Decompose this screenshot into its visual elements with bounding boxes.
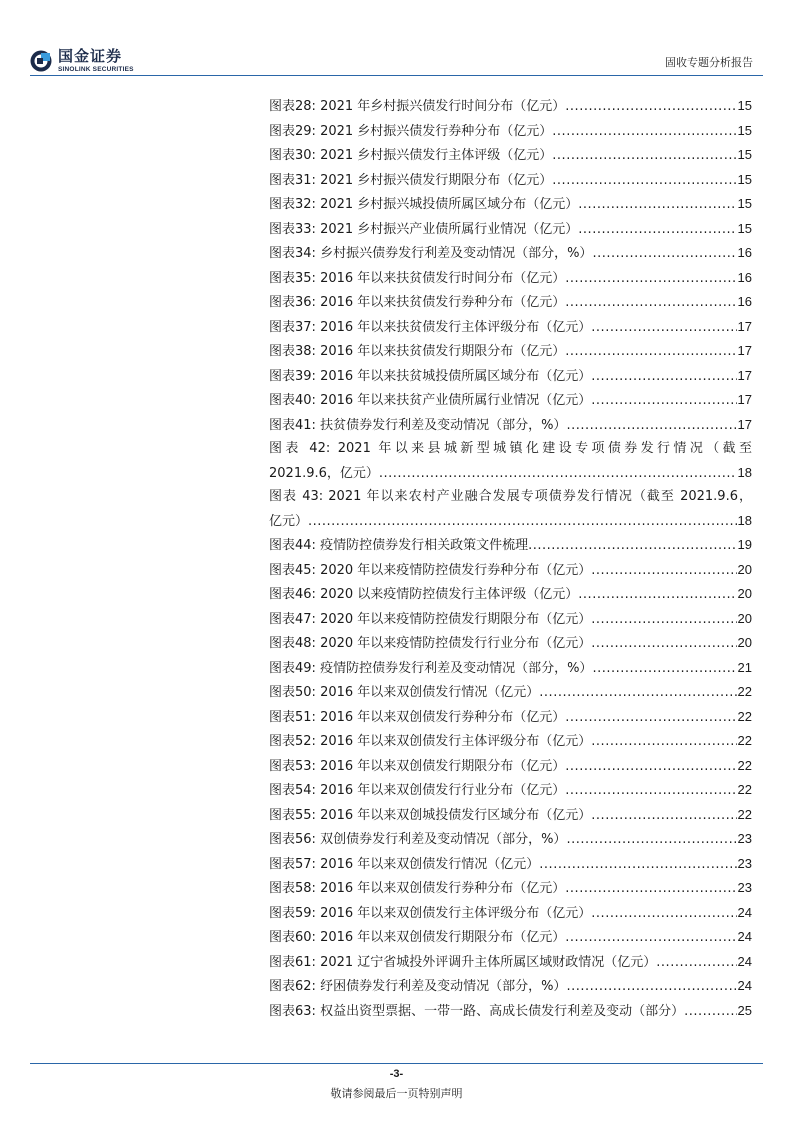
toc-entry-label: 图表51: bbox=[269, 709, 316, 725]
toc-entry[interactable] bbox=[269, 290, 752, 315]
toc-entry-text: 2016 年以来双创债发行情况（亿元） bbox=[320, 685, 540, 700]
toc-entry-text: 2016 年以来双创债发行期限分布（亿元） bbox=[320, 758, 566, 774]
toc-entry-page: 16 bbox=[737, 269, 752, 285]
toc-entry-page: 20 bbox=[737, 610, 752, 626]
toc-entry-label: 图表55: bbox=[269, 807, 316, 823]
dot-leader bbox=[539, 853, 736, 877]
toc-entry-label: 图表39: bbox=[269, 368, 316, 384]
toc-entry[interactable] bbox=[269, 217, 752, 242]
toc-entry[interactable] bbox=[269, 582, 752, 607]
toc-entry-text: 2021 乡村振兴债发行期限分布（亿元） bbox=[320, 172, 553, 188]
toc-entry-label: 图表58: bbox=[269, 881, 316, 896]
toc-entry[interactable] bbox=[269, 437, 752, 485]
toc-entry[interactable] bbox=[269, 192, 752, 217]
dot-leader bbox=[591, 804, 736, 828]
toc-entry-title bbox=[269, 534, 528, 558]
dot-leader bbox=[578, 583, 736, 607]
dot-leader bbox=[566, 828, 736, 852]
toc-entry[interactable] bbox=[269, 533, 752, 558]
toc-entry-title-line1: 2021 年以来农村产业融合发展专项债券发行情况（截至 2021.9.6， bbox=[328, 489, 752, 504]
toc-entry[interactable] bbox=[269, 339, 752, 364]
toc-entry-page: 23 bbox=[737, 880, 752, 895]
toc-entry-title bbox=[269, 120, 552, 144]
toc-entry-title bbox=[269, 437, 752, 461]
toc-entry[interactable] bbox=[269, 803, 752, 828]
toc-entry-label: 图表63: bbox=[269, 1003, 316, 1019]
toc-entry-text: 纾困债券发行利差及变动情况（部分，%） bbox=[320, 979, 567, 994]
toc-entry-page: 22 bbox=[737, 708, 752, 724]
dot-leader bbox=[656, 951, 736, 975]
toc-entry[interactable] bbox=[269, 656, 752, 681]
toc-entry[interactable] bbox=[269, 315, 752, 340]
toc-entry-title bbox=[269, 365, 591, 389]
toc-entry-label: 图表45: bbox=[269, 562, 316, 578]
toc-entry-label: 图表32: bbox=[269, 197, 316, 212]
dot-leader bbox=[565, 779, 736, 803]
toc-entry[interactable] bbox=[269, 827, 752, 852]
dot-leader bbox=[565, 291, 736, 315]
toc-entry-page: 17 bbox=[737, 343, 752, 358]
toc-entry-label: 图表 43: bbox=[269, 489, 324, 504]
toc-entry-page: 23 bbox=[737, 855, 752, 871]
toc-entry-title bbox=[269, 340, 565, 364]
dot-leader bbox=[591, 365, 736, 389]
toc-entry-title bbox=[269, 877, 565, 901]
toc-entry-title bbox=[269, 730, 591, 754]
toc-entry-text: 2016 年以来扶贫债发行时间分布（亿元） bbox=[320, 270, 566, 286]
table-of-figures bbox=[269, 94, 752, 1023]
toc-entry-title-line1: 2021 年以来县城新型城镇化建设专项债券发行情况（截至 bbox=[337, 441, 752, 456]
dot-leader bbox=[566, 975, 736, 999]
dot-leader bbox=[591, 316, 736, 340]
toc-entry-text: 疫情防控债券发行相关政策文件梳理 bbox=[320, 538, 529, 553]
toc-entry-label: 图表59: bbox=[269, 905, 316, 921]
toc-entry-page: 19 bbox=[737, 537, 752, 552]
toc-entry-page: 21 bbox=[737, 659, 752, 675]
toc-entry-page: 16 bbox=[737, 294, 752, 309]
toc-entry-text: 2016 年以来扶贫产业债所属行业情况（亿元） bbox=[320, 393, 592, 408]
toc-entry-text: 2016 年以来扶贫债发行主体评级分布（亿元） bbox=[320, 319, 592, 335]
toc-entry-text: 扶贫债券发行利差及变动情况（部分，%） bbox=[320, 417, 567, 433]
toc-entry[interactable] bbox=[269, 168, 752, 193]
toc-entry[interactable] bbox=[269, 680, 752, 705]
toc-entry[interactable] bbox=[269, 364, 752, 389]
sinolink-logo-icon bbox=[30, 50, 52, 72]
toc-entry-title-line2: 亿元） bbox=[269, 513, 309, 529]
toc-entry[interactable] bbox=[269, 607, 752, 632]
toc-entry-title bbox=[269, 291, 565, 315]
toc-entry-label: 图表44: bbox=[269, 538, 316, 553]
toc-entry-title bbox=[269, 853, 539, 877]
toc-entry-text: 2016 年以来扶贫债发行期限分布（亿元） bbox=[320, 344, 566, 359]
toc-entry-page: 18 bbox=[737, 512, 752, 528]
toc-entry-text: 2016 年以来双创债发行券种分布（亿元） bbox=[320, 709, 566, 725]
toc-entry-text: 2020 年以来疫情防控债发行行业分布（亿元） bbox=[320, 636, 592, 651]
toc-entry-page: 15 bbox=[737, 122, 752, 138]
toc-entry-page: 22 bbox=[737, 806, 752, 822]
toc-entry-title bbox=[269, 779, 565, 803]
page-header bbox=[0, 0, 793, 80]
toc-entry-page: 24 bbox=[737, 953, 752, 969]
toc-entry[interactable] bbox=[269, 901, 752, 926]
toc-entry-label: 图表53: bbox=[269, 758, 316, 774]
toc-entry-text: 双创债券发行利差及变动情况（部分，%） bbox=[320, 832, 567, 847]
toc-entry-title bbox=[269, 608, 591, 632]
toc-entry-label: 图表61: bbox=[269, 954, 316, 970]
toc-entry[interactable] bbox=[269, 778, 752, 803]
toc-entry[interactable] bbox=[269, 388, 752, 413]
dot-leader bbox=[566, 414, 736, 438]
company-logo bbox=[30, 44, 150, 78]
toc-entry-label: 图表57: bbox=[269, 856, 316, 872]
dot-leader bbox=[591, 902, 736, 926]
toc-entry[interactable] bbox=[269, 143, 752, 168]
toc-entry-text: 2020 年以来疫情防控债发行期限分布（亿元） bbox=[320, 611, 592, 627]
toc-entry-text: 2016 年以来双创债发行券种分布（亿元） bbox=[320, 881, 566, 896]
toc-entry-page: 23 bbox=[737, 831, 752, 846]
toc-entry[interactable] bbox=[269, 950, 752, 975]
toc-entry-page: 18 bbox=[737, 464, 752, 480]
toc-entry-label: 图表28: bbox=[269, 99, 316, 114]
toc-entry-label: 图表30: bbox=[269, 148, 316, 163]
toc-entry-title bbox=[269, 828, 566, 852]
toc-entry-page: 22 bbox=[737, 782, 752, 797]
toc-entry-title bbox=[269, 804, 591, 828]
toc-entry-text: 2016 年以来双创债发行主体评级分布（亿元） bbox=[320, 734, 592, 749]
toc-entry[interactable] bbox=[269, 852, 752, 877]
toc-entry-title bbox=[269, 583, 578, 607]
dot-leader bbox=[592, 657, 736, 681]
toc-entry-page: 22 bbox=[737, 757, 752, 773]
toc-entry-label: 图表40: bbox=[269, 393, 316, 408]
toc-entry-title bbox=[269, 193, 578, 217]
toc-entry-page: 15 bbox=[737, 147, 752, 162]
toc-entry-text: 2016 年以来扶贫城投债所属区域分布（亿元） bbox=[320, 368, 592, 384]
toc-entry-page: 25 bbox=[737, 1002, 752, 1018]
dot-leader bbox=[591, 608, 736, 632]
dot-leader bbox=[591, 632, 736, 656]
toc-entry-title bbox=[269, 316, 591, 340]
toc-entry-page: 24 bbox=[737, 978, 752, 993]
toc-entry-title bbox=[269, 1000, 684, 1024]
toc-entry-text: 2021 乡村振兴城投债所属区域分布（亿元） bbox=[320, 197, 579, 212]
toc-entry-title bbox=[269, 414, 566, 438]
toc-entry-page: 15 bbox=[737, 98, 752, 113]
toc-entry[interactable] bbox=[269, 729, 752, 754]
toc-entry[interactable] bbox=[269, 119, 752, 144]
toc-entry-text: 乡村振兴债券发行利差及变动情况（部分，%） bbox=[320, 246, 593, 261]
toc-entry-title bbox=[269, 169, 552, 193]
toc-entry-text: 2020 年以来疫情防控债发行券种分布（亿元） bbox=[320, 562, 592, 578]
dot-leader bbox=[552, 144, 736, 168]
page-number: -3- bbox=[389, 1068, 404, 1080]
toc-entry-text: 2021 乡村振兴债发行主体评级（亿元） bbox=[320, 148, 553, 163]
toc-entry[interactable] bbox=[269, 705, 752, 730]
toc-entry-page: 24 bbox=[737, 929, 752, 944]
toc-entry[interactable] bbox=[269, 413, 752, 438]
toc-entry-title bbox=[269, 485, 752, 509]
toc-entry-text: 2016 年以来双创债发行期限分布（亿元） bbox=[320, 930, 566, 945]
dot-leader bbox=[578, 193, 736, 217]
toc-entry-text: 权益出资型票据、一带一路、高成长债发行利差及变动（部分） bbox=[320, 1003, 685, 1019]
toc-entry[interactable] bbox=[269, 485, 752, 533]
toc-entry-page: 20 bbox=[737, 635, 752, 650]
toc-entry-title bbox=[269, 242, 592, 266]
toc-entry-label: 图表50: bbox=[269, 685, 316, 700]
dot-leader bbox=[552, 120, 736, 144]
toc-entry-label: 图表48: bbox=[269, 636, 316, 651]
logo-chinese-name: 国金证券 bbox=[58, 46, 123, 65]
toc-entry-title bbox=[269, 559, 591, 583]
toc-entry-title bbox=[269, 657, 592, 681]
dot-leader bbox=[578, 218, 736, 242]
dot-leader bbox=[592, 242, 736, 266]
toc-entry-text: 2021 乡村振兴债发行券种分布（亿元） bbox=[320, 123, 553, 139]
report-type: 固收专题分析报告 bbox=[665, 56, 753, 69]
toc-entry-page: 24 bbox=[737, 904, 752, 920]
toc-entry-page: 16 bbox=[737, 245, 752, 260]
toc-entry-label: 图表52: bbox=[269, 734, 316, 749]
toc-entry-text: 2016 年以来双创债发行情况（亿元） bbox=[320, 856, 540, 872]
toc-entry-label: 图表49: bbox=[269, 660, 316, 676]
dot-leader bbox=[528, 534, 736, 558]
dot-leader bbox=[565, 877, 736, 901]
toc-entry-title bbox=[269, 902, 591, 926]
dot-leader bbox=[552, 169, 736, 193]
toc-entry-label: 图表31: bbox=[269, 172, 316, 188]
toc-entry-label: 图表 42: bbox=[269, 441, 331, 456]
toc-entry-text: 2021 年乡村振兴债发行时间分布（亿元） bbox=[320, 99, 566, 114]
toc-entry-text: 2020 以来疫情防控债发行主体评级（亿元） bbox=[320, 587, 579, 602]
dot-leader bbox=[539, 681, 736, 705]
toc-entry-page: 22 bbox=[737, 684, 752, 699]
toc-entry-text: 2021 乡村振兴产业债所属行业情况（亿元） bbox=[320, 221, 579, 237]
toc-entry-label: 图表46: bbox=[269, 587, 316, 602]
toc-entry-title bbox=[269, 755, 565, 779]
toc-entry-text: 2016 年以来双创城投债发行区域分布（亿元） bbox=[320, 807, 592, 823]
toc-entry-label: 图表36: bbox=[269, 295, 316, 310]
toc-entry-title bbox=[269, 681, 539, 705]
dot-leader bbox=[379, 462, 737, 486]
header-divider bbox=[30, 75, 763, 76]
toc-entry-title bbox=[269, 706, 565, 730]
dot-leader bbox=[565, 926, 736, 950]
toc-entry-text: 2016 年以来双创债发行主体评级分布（亿元） bbox=[320, 905, 592, 921]
toc-entry[interactable] bbox=[269, 266, 752, 291]
toc-entry-text: 2021 辽宁省城投外评调升主体所属区域财政情况（亿元） bbox=[320, 954, 657, 970]
toc-entry-label: 图表47: bbox=[269, 611, 316, 627]
dot-leader bbox=[565, 755, 736, 779]
toc-entry-title bbox=[269, 389, 591, 413]
dot-leader bbox=[684, 1000, 736, 1024]
toc-entry-page: 20 bbox=[737, 561, 752, 577]
toc-entry-label: 图表41: bbox=[269, 417, 316, 433]
toc-entry-label: 图表62: bbox=[269, 979, 316, 994]
dot-leader bbox=[308, 510, 737, 534]
toc-entry-text: 疫情防控债券发行利差及变动情况（部分，%） bbox=[320, 660, 593, 676]
toc-entry[interactable] bbox=[269, 925, 752, 950]
toc-entry-label: 图表38: bbox=[269, 344, 316, 359]
toc-entry-label: 图表60: bbox=[269, 930, 316, 945]
dot-leader bbox=[565, 267, 736, 291]
disclaimer-note: 敬请参阅最后一页特别声明 bbox=[330, 1087, 463, 1100]
toc-entry-text: 2016 年以来双创债发行行业分布（亿元） bbox=[320, 783, 566, 798]
toc-entry[interactable] bbox=[269, 974, 752, 999]
toc-entry-label: 图表29: bbox=[269, 123, 316, 139]
toc-entry-title bbox=[269, 632, 591, 656]
toc-entry-title bbox=[269, 218, 578, 242]
toc-entry-label: 图表35: bbox=[269, 270, 316, 286]
toc-entry-page: 17 bbox=[737, 392, 752, 407]
toc-entry-label: 图表56: bbox=[269, 832, 316, 847]
toc-entry-title bbox=[269, 975, 566, 999]
toc-entry-page: 17 bbox=[737, 318, 752, 334]
toc-entry-title bbox=[269, 267, 565, 291]
dot-leader bbox=[565, 706, 736, 730]
toc-entry[interactable] bbox=[269, 999, 752, 1024]
logo-english-name: SINOLINK SECURITIES bbox=[58, 65, 134, 73]
toc-entry-label: 图表54: bbox=[269, 783, 316, 798]
toc-entry[interactable] bbox=[269, 876, 752, 901]
toc-entry-title bbox=[269, 926, 565, 950]
toc-entry-title bbox=[269, 951, 656, 975]
toc-entry-page: 20 bbox=[737, 586, 752, 601]
toc-entry-page: 17 bbox=[737, 416, 752, 432]
toc-entry-page: 15 bbox=[737, 196, 752, 211]
dot-leader bbox=[591, 559, 736, 583]
toc-entry-page: 17 bbox=[737, 367, 752, 383]
toc-entry-title-line2: 2021.9.6，亿元） bbox=[269, 465, 379, 481]
toc-entry-title bbox=[269, 144, 552, 168]
toc-entry[interactable] bbox=[269, 94, 752, 119]
toc-entry[interactable] bbox=[269, 754, 752, 779]
toc-entry-text: 2016 年以来扶贫债发行券种分布（亿元） bbox=[320, 295, 566, 310]
toc-entry-title bbox=[269, 95, 565, 119]
dot-leader bbox=[565, 95, 736, 119]
toc-entry-label: 图表37: bbox=[269, 319, 316, 335]
dot-leader bbox=[591, 730, 736, 754]
toc-entry[interactable] bbox=[269, 631, 752, 656]
toc-entry-page: 22 bbox=[737, 733, 752, 748]
dot-leader bbox=[565, 340, 736, 364]
toc-entry-label: 图表33: bbox=[269, 221, 316, 237]
footer-divider bbox=[30, 1063, 763, 1064]
toc-entry-label: 图表34: bbox=[269, 246, 316, 261]
dot-leader bbox=[591, 389, 736, 413]
toc-entry-page: 15 bbox=[737, 171, 752, 187]
toc-entry[interactable] bbox=[269, 558, 752, 583]
toc-entry[interactable] bbox=[269, 241, 752, 266]
toc-entry-page: 15 bbox=[737, 220, 752, 236]
